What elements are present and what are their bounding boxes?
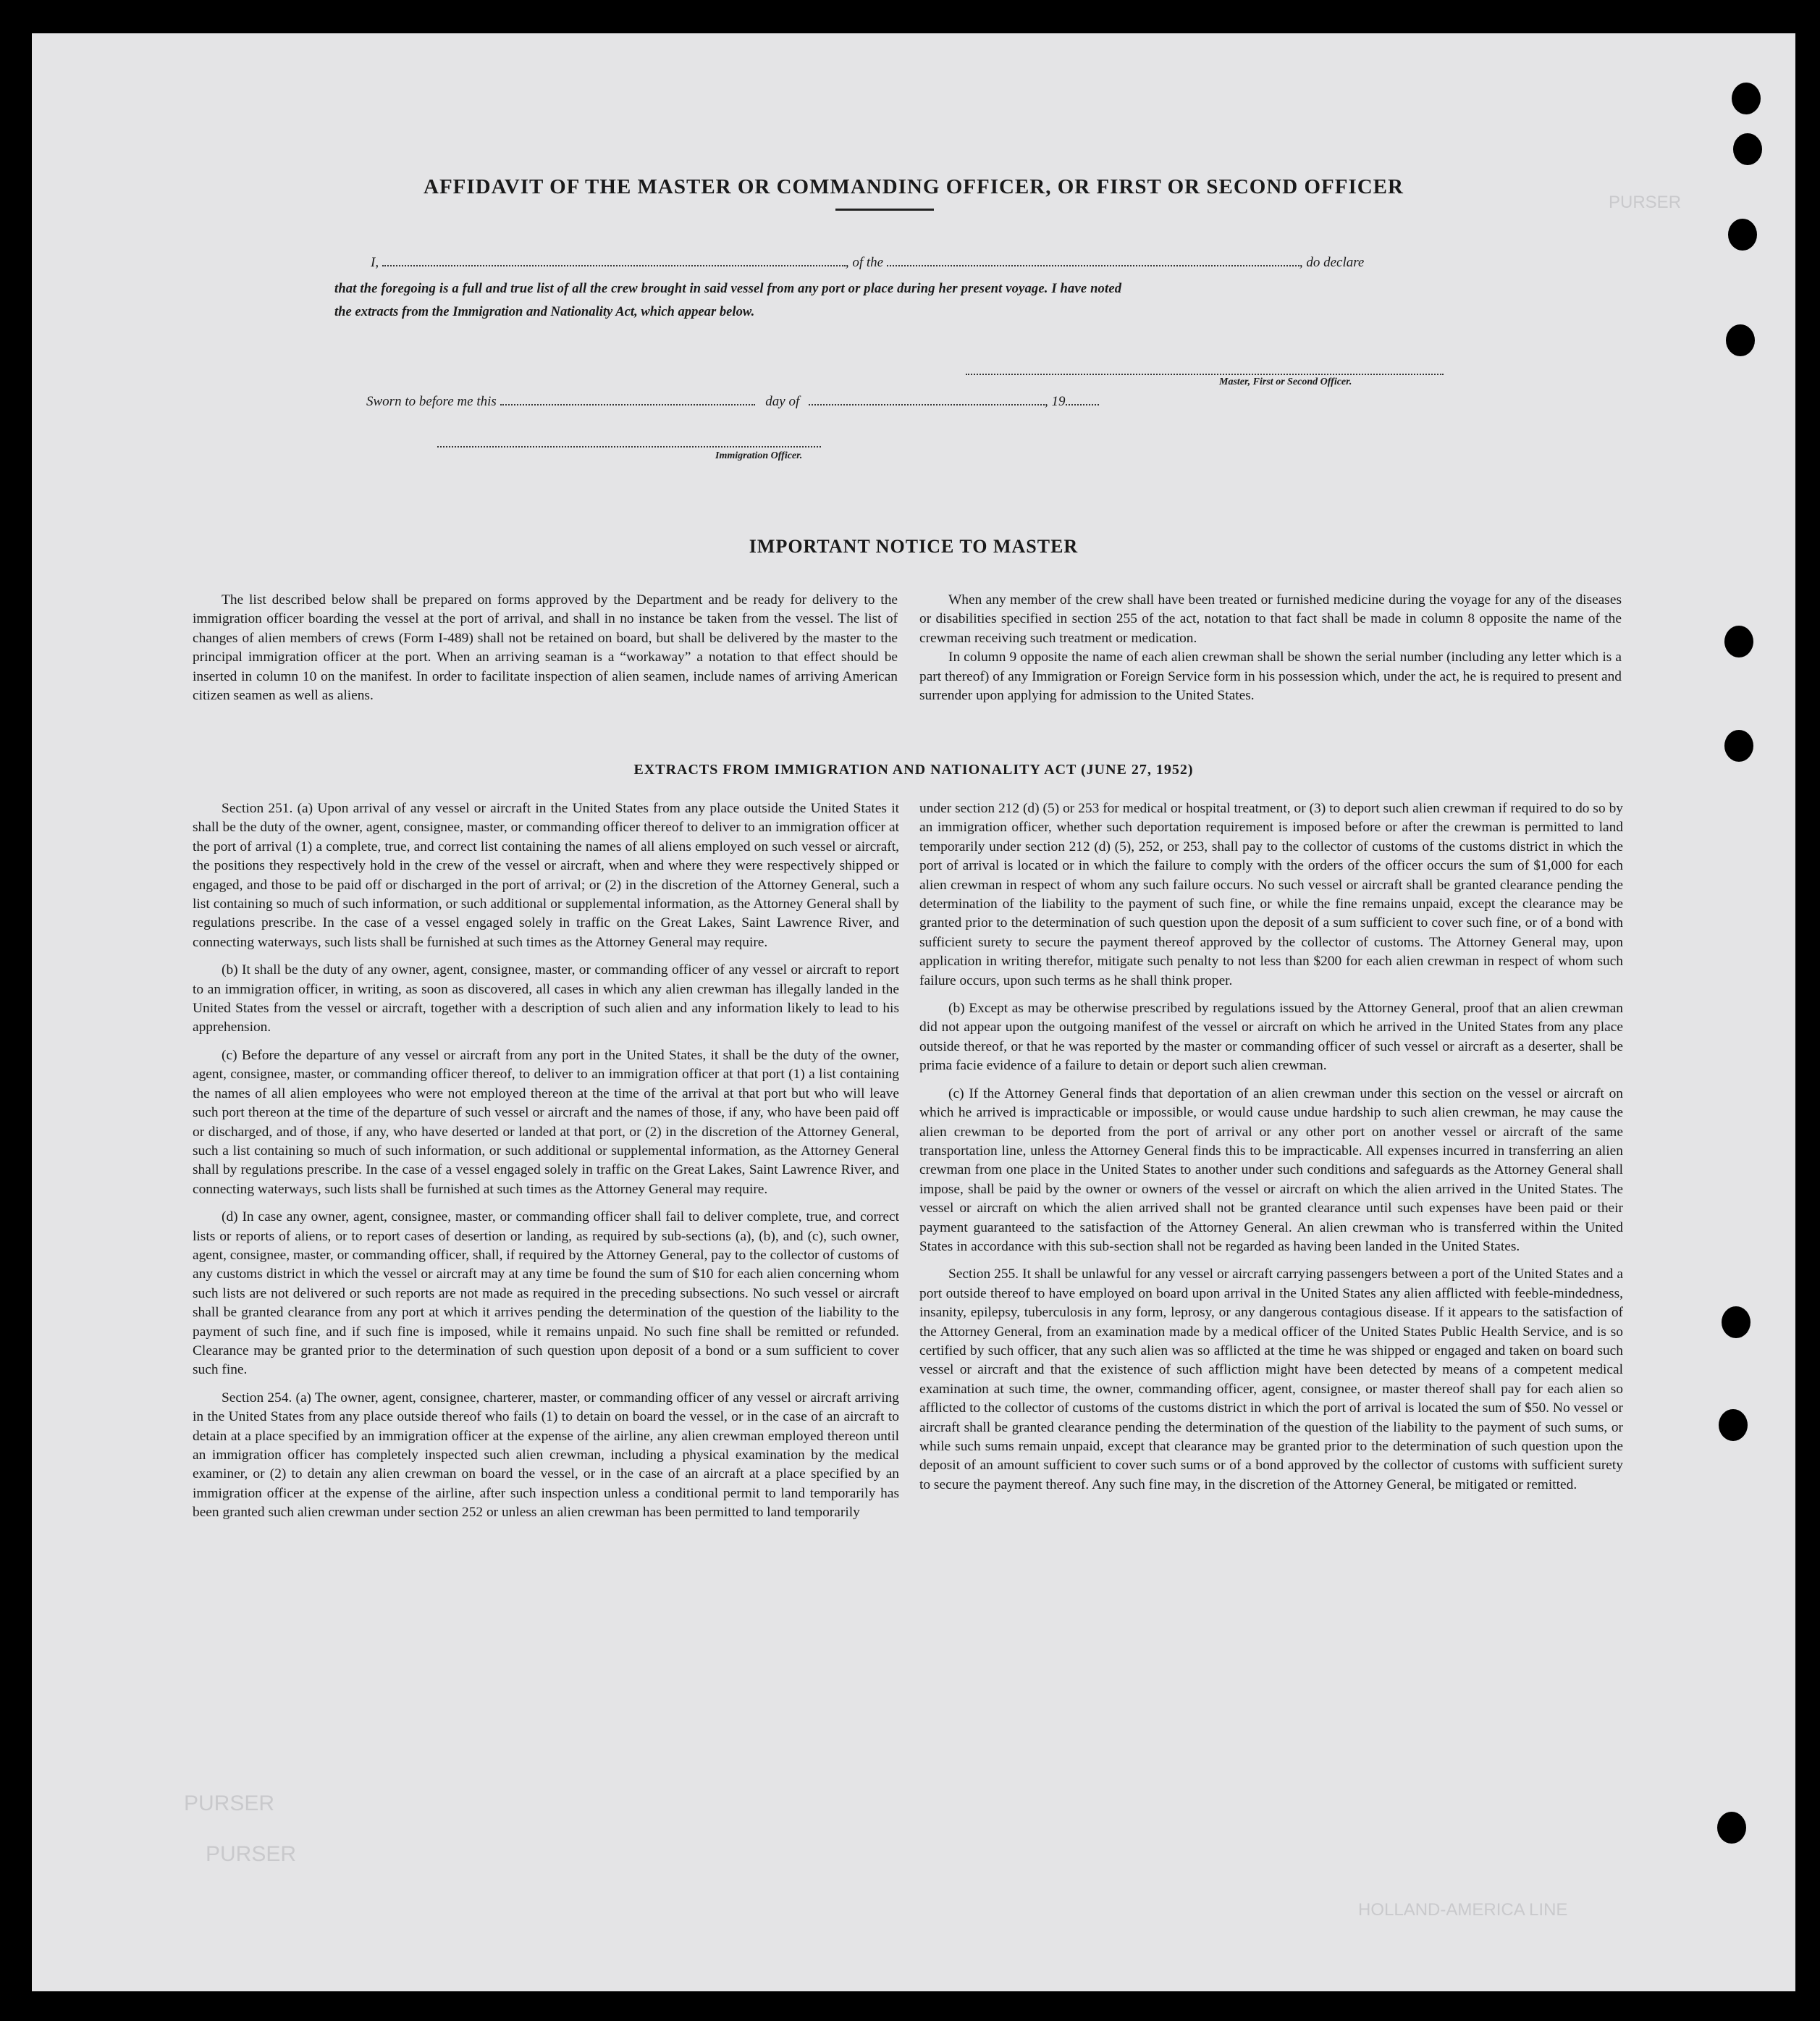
section-251d: (d) In case any owner, agent, consignee, master, or commanding officer shall fail to deliver complete, true, and correct lists or reports of aliens, or to report cases of desertion or landing, as required by sub-sections (a), (b), and (c), such owner, agent, consignee, master, or commanding officer, shall, if required by the Attorney General, pay to the collector of customs of any customs district in which the vessel or aircraft may at any time be found the sum of $10 for each alien concerning whom such lists are not delivered or such reports are not made as required in the preceding subsections. No such vessel or aircraft shall be granted clearance from any port at which it arrives pending the determination of the question of the liability to the payment of such fine, and if such fine is imposed, while it remains unpaid. No such fine shall be remitted or refunded. Clearance may be granted prior to the determination of such question upon deposit of a bond or a sum sufficient to cover such fine. (193, 1209, 899, 1378)
section-251b: (b) It shall be the duty of any owner, agent, consignee, master, or commanding officer of any vessel or aircraft to report to an immigration officer, in writing, as soon as discovered, all cases in which any alien crewman has illegally landed in the United States from the vessel or aircraft, together with a description of such alien and any information likely to lead to his apprehension. (193, 962, 899, 1035)
sworn-month-blank[interactable] (809, 394, 1045, 406)
notice-title: IMPORTANT NOTICE TO MASTER (749, 536, 1079, 557)
extracts-right-column (919, 799, 1623, 1495)
sworn-day-blank[interactable] (500, 394, 755, 406)
notice-left-column (193, 591, 898, 705)
year-label: , 19 (1045, 394, 1066, 409)
notice-paragraph: When any member of the crew shall have been treated or furnished medicine during the voyage for any of the diseases or disabilities specified in section 255 of the act, notation to that fact shall be made in column 8 opposite the name of the crewman receiving such treatment or medication. (919, 592, 1622, 646)
i-label: I, (371, 255, 379, 270)
vessel-name-blank[interactable] (887, 255, 1299, 266)
notice-paragraph: In column 9 opposite the name of each alien crewman shall be shown the serial number (including any letter which is a part thereof) of any Immigration or Foreign Service form in his possession which, under the act, he is required to present and surrender upon applying for admission to the United States. (919, 650, 1622, 704)
section-254c: (c) If the Attorney General finds that deportation of an alien crewman under this section on the vessel or aircraft on which he arrived is impracticable or impossible, or would cause undue hardship to such alien crewman, he may cause the alien crewman to be deported from the port of arrival or any other port on another vessel or aircraft of the same transportation line, unless the Attorney General finds this to be impracticable. All expenses incurred in transferring an alien crewman from one place in the United States to another under such conditions and safeguards as the Attorney General shall impose, shall be paid by the owner or owners of the vessel or aircraft on which the alien arrived in the United States. The vessel or aircraft on which the alien arrived shall not be granted clearance until such expenses have been paid or their payment guaranteed to the satisfaction of the Attorney General. An alien crewman who is transferred within the United States in accordance with this sub-section shall not be regarded as having been landed in the United States. (919, 1085, 1623, 1254)
punch-hole-7 (1722, 1306, 1751, 1338)
immigration-officer-signature-line[interactable] (437, 445, 821, 448)
of-the-label: , of the (845, 255, 884, 270)
document-page (32, 33, 1795, 1991)
declaration-line-2: the extracts from the Immigration and Nationality Act, which appear below. (334, 304, 755, 319)
punch-hole-5 (1724, 626, 1753, 657)
sworn-year-blank[interactable] (1066, 394, 1099, 406)
section-254a-continued: under section 212 (d) (5) or 253 for medical or hospital treatment, or (3) to deport such alien crewman if required to do so by an immigration officer, whether such deportation requirement is imposed before or after the crewman is permitted to land temporarily under section 212 (d) (5), 252, or 253, shall pay to the collector of customs of the customs district in which the port of arrival is located or in which the failure to comply with the orders of the officer occurs the sum of $1,000 for each alien crewman in respect of whom any such failure occurs. No such vessel or aircraft shall be granted clearance pending the determination of the liability to the payment of such fine, or while the fine remains unpaid, except the clearance may be granted prior to the determination of such question upon the deposit of a sum sufficient to cover such fine, or of a bond with sufficient surety to secure the payment thereof approved by the collector of customs. The Attorney General may, upon application in writing therefor, mitigate such penalty to not less than $200 for each alien crewman in respect of whom such failure occurs, upon such terms as he shall think proper. (919, 801, 1623, 988)
section-251a: Section 251. (a) Upon arrival of any vessel or aircraft in the United States from any place outside the United States it shall be the duty of the owner, agent, consignee, master, or commanding officer thereof to deliver to an immigration officer at the port of arrival (1) a complete, true, and correct list containing the names of all aliens employed on such vessel or aircraft, the positions they respectively hold in the crew of the vessel or aircraft, when and where they were respectively shipped or engaged, and those to be paid off or discharged in the port of arrival; or (2) in the discretion of the Attorney General, such a list containing so much of such information, or such additional or supplemental information, as the Attorney General shall by regulations prescribe. In the case of a vessel engaged solely in traffic on the Great Lakes, Saint Lawrence River, and connecting waterways, such lists shall be furnished at such times as the Attorney General may require. (193, 801, 899, 950)
show-through-text: HOLLAND-AMERICA LINE (1358, 1900, 1568, 1920)
immigration-officer-caption: Immigration Officer. (715, 450, 803, 461)
master-caption: Master, First or Second Officer. (1219, 377, 1352, 387)
extracts-left-column (193, 799, 899, 1523)
affidavit-title: AFFIDAVIT OF THE MASTER OR COMMANDING OFFICER, OR FIRST OR SECOND OFFICER (424, 175, 1404, 198)
sworn-label: Sworn to before me this (366, 394, 497, 409)
master-signature-line[interactable] (966, 372, 1444, 375)
notice-paragraph: The list described below shall be prepared on forms approved by the Department and be ready for delivery to the immigration officer boarding the vessel at the port of arrival, and shall in no instance be taken from the vessel. The list of changes of alien members of crews (Form I-489) shall not be retained on board, but shall be delivered by the master to the principal immigration officer at the port. When an arriving seaman is a “workaway” a notation to that effect should be inserted in column 10 on the manifest. In order to facilitate inspection of alien seamen, include names of arriving American citizen seamen as well as aliens. (193, 592, 898, 704)
show-through-text: PURSER (184, 1791, 275, 1815)
affidavit-name-row (371, 255, 1364, 271)
notice-right-column (919, 591, 1622, 705)
punch-hole-9 (1717, 1812, 1746, 1844)
punch-hole-2 (1733, 133, 1762, 165)
master-name-blank[interactable] (382, 255, 846, 266)
punch-hole-1 (1732, 83, 1761, 114)
day-of-label: day of (765, 394, 800, 409)
punch-hole-4 (1726, 324, 1755, 356)
section-255: Section 255. It shall be unlawful for any vessel or aircraft carrying passengers between a port of the United States and a port outside thereof to have employed on board upon arrival in the United States any alien afflicted with feeble-mindedness, insanity, epilepsy, tuberculosis in any form, leprosy, or any dangerous contagious disease. If it appears to the satisfaction of the Attorney General, from an examination made by a medical officer of the United States Public Health Service, and is so certified by such officer, that any such alien was so afflicted at the time he was shipped or engaged and taken on board such vessel or aircraft and that the existence of such affliction might have been detected by means of a competent medical examination at such time, the owner, commanding officer, agent, consignee, or master thereof shall pay for each alien so afflicted to the collector of customs of the customs district in which the port of arrival is located the sum of $50. No vessel or aircraft shall be granted clearance pending the determination of the question of the liability to the payment of such sums, or while such sums remain unpaid, except that clearance may be granted prior to the determination of such question upon the deposit of an amount sufficient to cover such sums or of a bond approved by the collector of customs with sufficient surety to secure the payment thereof. Any such fine may, in the discretion of the Attorney General, be mitigated or remitted. (919, 1266, 1623, 1492)
do-declare-label: , do declare (1299, 255, 1365, 270)
show-through-text: PURSER (1609, 193, 1682, 212)
declaration-line-1: that the foregoing is a full and true list of all the crew brought in said vessel from any port or place during her present voyage. I have noted (334, 281, 1122, 296)
punch-hole-8 (1719, 1409, 1748, 1441)
section-254a: Section 254. (a) The owner, agent, consignee, charterer, master, or commanding officer of any vessel or aircraft arriving in the United States from any place outside thereof who fails (1) to detain on board the vessel, or in the case of an aircraft to detain at a place specified by an immigration officer at the expense of the airline, any alien crewman employed thereon until an immigration officer has completely inspected such alien crewman, including a physical examination by the medical examiner, or (2) to detain any alien crewman on board the vessel, or in the case of an aircraft at a place specified by an immigration officer at the expense of the airline, after such inspection unless a conditional permit to land temporarily has been granted such alien crewman under section 252 or unless an alien crewman has been permitted to land temporarily (193, 1390, 899, 1521)
show-through-text: PURSER (206, 1842, 297, 1866)
extracts-title: EXTRACTS FROM IMMIGRATION AND NATIONALITY ACT (JUNE 27, 1952) (633, 762, 1194, 778)
section-251c: (c) Before the departure of any vessel or aircraft from any port in the United States, it shall be the duty of the owner, agent, consignee, master, or commanding officer thereof, to deliver to an immigration officer at that port (1) a list containing the names of all alien employees who were not employed thereon at the time of the arrival at that port but who will leave such port thereon at the time of the departure of such vessel or aircraft and the names of those, if any, who have been paid off or discharged, and of those, if any, who have deserted or landed at that port, or (2) in the discretion of the Attorney General, such a list containing so much of such information, or such additional or supplemental information, as the Attorney General shall by regulations prescribe. In the case of a vessel engaged solely in traffic on the Great Lakes, Saint Lawrence River, and connecting waterways, such lists shall be furnished at such times as the Attorney General may require. (193, 1047, 899, 1197)
punch-hole-3 (1728, 219, 1757, 251)
section-254b: (b) Except as may be otherwise prescribed by regulations issued by the Attorney General, proof that an alien crewman did not appear upon the outgoing manifest of the vessel or aircraft on which he arrived in the United States from any place outside thereof, or that he was reported by the master or commanding officer of such vessel or aircraft as a deserter, shall be prima facie evidence of a failure to detain or deport such alien crewman. (919, 1001, 1623, 1074)
punch-hole-6 (1724, 730, 1753, 762)
sworn-row (366, 394, 1099, 410)
title-underline (835, 209, 934, 211)
